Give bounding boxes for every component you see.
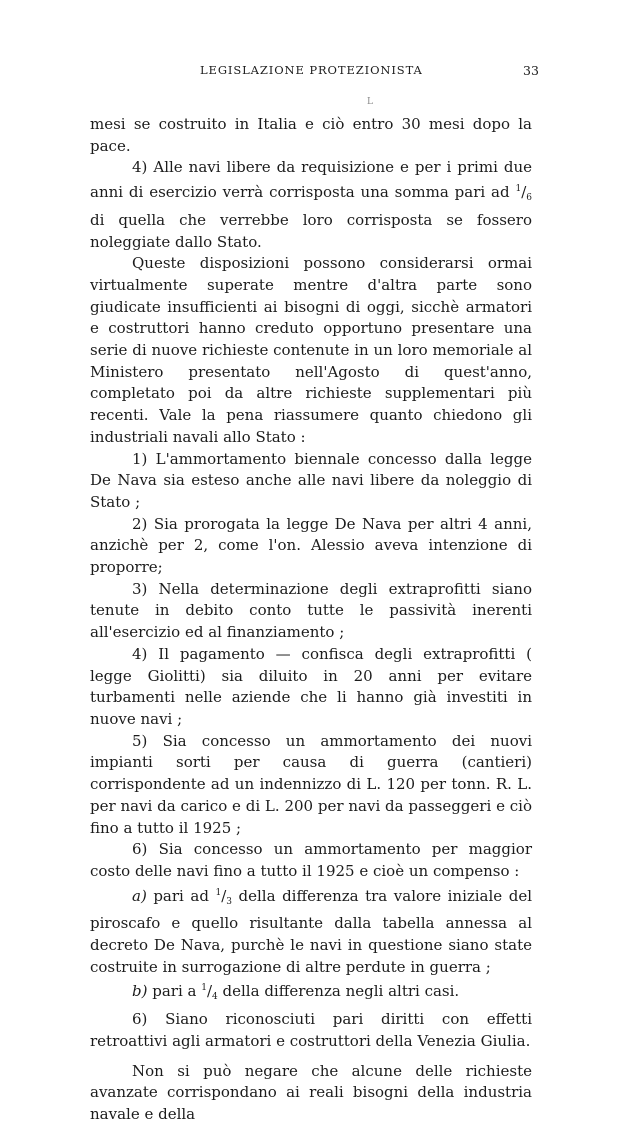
text-segment: pari ad [146, 886, 216, 905]
paragraph-item-4-requisition [90, 157, 532, 253]
text-segment: della differenza tra valore iniziale del piroscafo e quello risultante dalla tabella annessa al decreto De Nava, purchè le navi in questione siano state costruite in surrogazione di altre perdute in guerra ; [90, 886, 532, 976]
paragraph-conclusion: Non si può negare che alcune delle richieste avanzate corrispondano ai reali bisogni della industria navale e della [90, 1061, 532, 1123]
list-item-2: 2) Sia prorogata la legge De Nava per altri 4 anni, anzichè per 2, come l'on. Alessio aveva intenzione di proporre; [90, 514, 532, 577]
running-title: LEGISLAZIONE PROTEZIONISTA [200, 63, 423, 77]
fraction-one-third: $^1/_3$ [215, 886, 232, 907]
text-segment: di quella che verrebbe loro corrisposta se fossero noleggiate dallo Stato. [90, 210, 532, 251]
fraction-denominator: 4 [212, 992, 218, 1003]
text-segment: pari a [147, 982, 202, 1001]
paragraph-continuation: mesi se costruito in Italia e ciò entro 30 mesi dopo la pace. [90, 115, 532, 155]
fraction-one-sixth: $^1/_6$ [515, 183, 532, 204]
list-item-venezia-giulia: 6) Siano riconosciuti pari diritti con effetti retroattivi agli armatori e costruttori della Venezia Giulia. [90, 1010, 532, 1050]
list-item-6: 6) Sia concesso un ammortamento per maggior costo delle navi fino a tutto il 1925 e cioè un compenso : [90, 840, 532, 880]
sub-item-label: a) [132, 886, 147, 905]
list-item-1: 1) L'ammortamento biennale concesso dalla legge De Nava sia esteso anche alle navi libere da noleggio di Stato ; [90, 449, 532, 511]
paragraph-intro-requests: Queste disposizioni possono considerarsi ormai virtualmente superate mentre d'altra parte sono giudicate insufficienti ai bisogni di oggi, sicchè armatori e costruttori hanno creduto opportuno presentare una serie di nuove richieste contenute in un loro memoriale al Ministero presentato nell'Agosto di quest'anno, completato poi da altre richieste supplementari più recenti. Vale la pena riassumere quanto chiedono gli industriali navali allo Stato : [90, 254, 532, 446]
body-text [90, 114, 532, 1126]
fraction-denominator: 3 [226, 896, 232, 907]
fraction-one-quarter: $^1/_4$ [201, 982, 218, 1003]
fraction-denominator: 6 [526, 193, 532, 204]
fraction-numerator: 1 [215, 887, 222, 898]
sub-item-label: b) [132, 982, 148, 1001]
fraction-numerator: 1 [201, 983, 207, 994]
page-header [0, 63, 625, 83]
sub-item-b [90, 978, 532, 1009]
sub-item-a [90, 883, 532, 979]
list-item-3: 3) Nella determinazione degli extraprofitti siano tenute in debito conto tutte le passività inerenti all'esercizio ed al finanziamento ; [90, 579, 532, 642]
text-segment: 4) Alle navi libere da requisizione e per i primi due anni di esercizio verrà corrisposta una somma pari ad [90, 158, 532, 202]
text-segment: della differenza negli altri casi. [217, 982, 460, 1001]
fraction-numerator: 1 [515, 184, 522, 195]
list-item-5: 5) Sia concesso un ammortamento dei nuovi impianti sorti per causa di guerra (cantieri) corrispondente ad un indennizzo di L. 120 per tonn. R. L. per navi da carico e di L. 200 per navi da passeggeri e ciò fino a tutto il 1925 ; [90, 731, 532, 837]
pencil-mark: L [367, 97, 373, 107]
page-number: 33 [523, 63, 539, 78]
list-item-4: 4) Il pagamento — confisca degli extraprofitti ( legge Giolitti) sia diluito in 20 anni per evitare turbamenti nelle aziende che li hanno già investiti in nuove navi ; [90, 644, 532, 728]
